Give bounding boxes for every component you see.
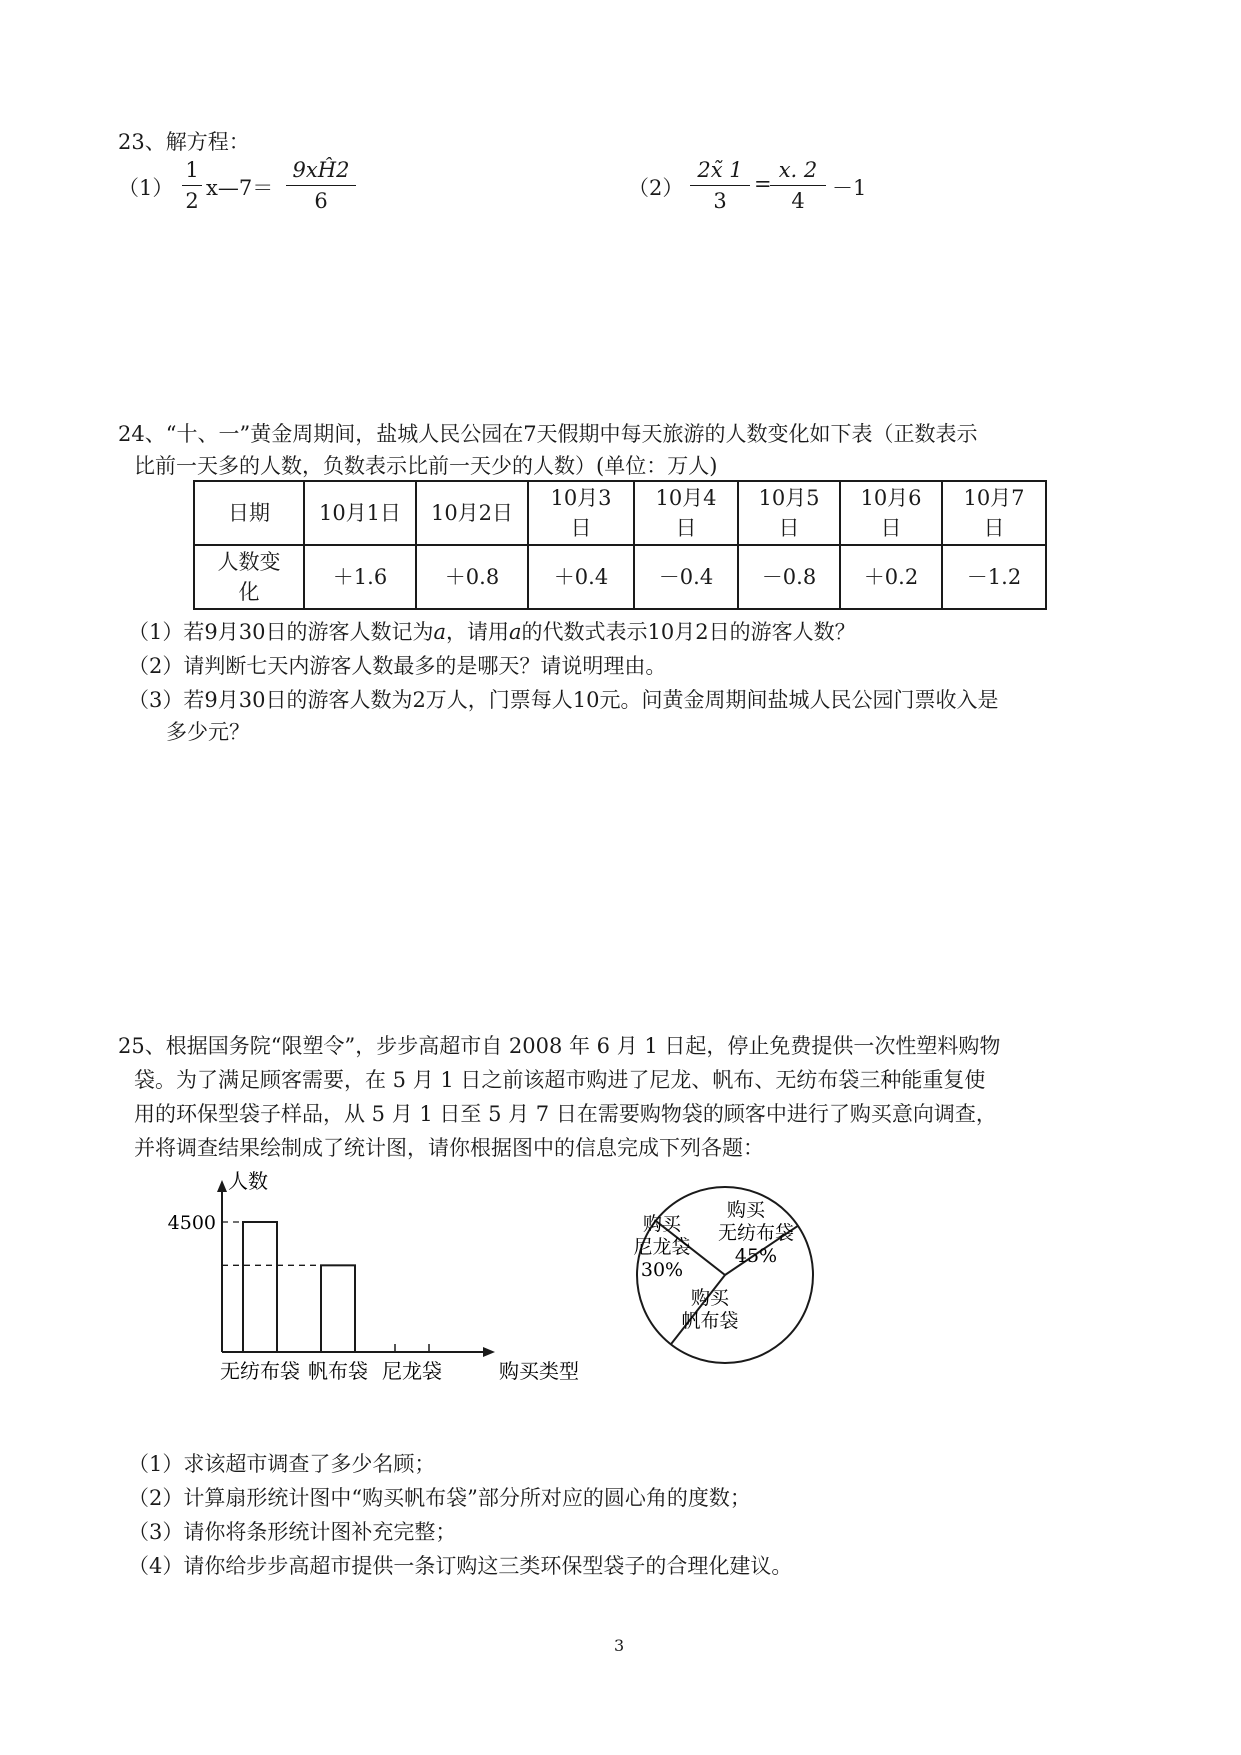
fraction-bar <box>182 185 202 186</box>
q24-intro-line1: 24、“十、一”黄金周期间，盐城人民公园在7天假期中每天旅游的人数变化如下表（正数表示 <box>118 422 978 446</box>
q25-line2: 袋。为了满足顾客需要，在 5 月 1 日之前该超市购进了尼龙、帆布、无纺布袋三种能重复使 <box>134 1068 986 1092</box>
table-cell <box>194 481 304 545</box>
bar <box>243 1222 277 1352</box>
pie-chart <box>630 1180 820 1370</box>
fraction-numerator: x. 2 <box>778 158 818 182</box>
variable-a: a <box>433 620 446 644</box>
q23-part2-tail: －1 <box>832 176 867 200</box>
q24-sub3-line1: （3）若9月30日的游客人数为2万人，门票每人10元。问黄金周期间盐城人民公园门票收入是 <box>128 688 999 712</box>
pie-slice-percent: 30% <box>640 1259 684 1281</box>
x-tick-label: 尼龙袋 <box>382 1359 442 1383</box>
cell-text: 人数变 化 <box>217 550 281 604</box>
table-cell <box>840 481 942 545</box>
q23-part2-label: （2） <box>628 176 684 200</box>
table-cell <box>634 545 738 609</box>
q25-sub3: （3）请你将条形统计图补充完整； <box>128 1520 457 1544</box>
pie-slice-label: 购买 <box>642 1213 682 1235</box>
q24-sub2: （2）请判断七天内游客人数最多的是哪天？请说明理由。 <box>128 654 667 678</box>
q23-part1-lhs-fraction <box>182 158 202 213</box>
q24-sub1-part-c: 的代数式表示10月2日的游客人数？ <box>521 620 856 644</box>
cell-text: －1.2 <box>966 565 1022 589</box>
q25-sub2: （2）计算扇形统计图中“购买帆布袋”部分所对应的圆心角的度数； <box>128 1486 751 1510</box>
cell-text: ＋0.8 <box>444 565 500 589</box>
table-cell <box>304 545 416 609</box>
fraction-numerator: 1 <box>185 158 199 182</box>
x-tick-label: 帆布袋 <box>308 1359 368 1383</box>
table-cell <box>942 481 1046 545</box>
table-cell <box>528 545 634 609</box>
q23-part1-label: （1） <box>118 176 174 200</box>
bar-chart <box>160 1160 620 1400</box>
x-tick-label: 无纺布袋 <box>220 1359 300 1383</box>
fraction-numerator: 2x̃ 1 <box>697 158 743 182</box>
pie-slice-label: 帆布袋 <box>681 1310 739 1332</box>
pie-slice-label: 购买 <box>690 1287 730 1309</box>
pie-slice-label: 购买 <box>726 1199 766 1221</box>
q25-line3: 用的环保型袋子样品，从 5 月 1 日至 5 月 7 日在需要购物袋的顾客中进行了购买意向调查， <box>134 1102 997 1126</box>
cell-text: 日期 <box>228 501 270 525</box>
table-cell <box>738 481 840 545</box>
cell-text: ＋0.2 <box>863 565 919 589</box>
cell-text: 10月2日 <box>430 501 514 525</box>
cell-text: ＋1.6 <box>332 565 388 589</box>
cell-text: 10月1日 <box>318 501 402 525</box>
cell-text: 10月5 日 <box>758 486 820 540</box>
fraction-denominator: 3 <box>713 189 727 213</box>
pie-slice-label: 尼龙袋 <box>633 1236 691 1258</box>
table-cell <box>304 481 416 545</box>
table-row <box>194 545 1046 609</box>
q25-sub1: （1）求该超市调查了多少名顾； <box>128 1452 436 1476</box>
y-axis-label: 人数 <box>228 1169 268 1193</box>
x-axis-label: 购买类型 <box>499 1359 579 1383</box>
x-axis-arrow-icon <box>483 1347 495 1357</box>
pie-slice-label: 无纺布袋 <box>717 1222 795 1244</box>
table-cell <box>416 545 528 609</box>
q23-part2-equals: = <box>754 172 772 196</box>
bar <box>321 1265 355 1352</box>
q23-part1-rhs-fraction <box>286 158 356 213</box>
q24-sub1 <box>128 616 856 646</box>
fraction-bar <box>770 185 826 186</box>
q24-intro-line2: 比前一天多的人数，负数表示比前一天少的人数）(单位：万人) <box>134 454 718 478</box>
q25-sub4: （4）请你给步步高超市提供一条订购这三类环保型袋子的合理化建议。 <box>128 1554 793 1578</box>
cell-text: 10月6 日 <box>860 486 922 540</box>
variable-a: a <box>508 620 522 644</box>
table-cell <box>634 481 738 545</box>
fraction-numerator: 9xĤ2 <box>292 158 350 182</box>
y-tick-label: 4500 <box>167 1212 216 1234</box>
table-cell <box>416 481 528 545</box>
cell-text: 10月7 日 <box>963 486 1025 540</box>
q25-line1: 25、根据国务院“限塑令”，步步高超市自 2008 年 6 月 1 日起，停止免费提供一次性塑料购物 <box>118 1034 1001 1058</box>
cell-text: －0.8 <box>761 565 817 589</box>
page-number: 3 <box>614 1636 625 1655</box>
table-cell <box>942 545 1046 609</box>
cell-text: 10月3 日 <box>550 486 612 540</box>
q25-line4: 并将调查结果绘制成了统计图，请你根据图中的信息完成下列各题： <box>134 1136 764 1160</box>
table-cell <box>840 545 942 609</box>
fraction-denominator: 4 <box>791 189 805 213</box>
y-axis-arrow-icon <box>217 1180 227 1192</box>
table-cell <box>528 481 634 545</box>
q23-title: 23、解方程： <box>118 130 250 154</box>
table-cell <box>738 545 840 609</box>
fraction-bar <box>690 185 750 186</box>
cell-text: ＋0.4 <box>553 565 609 589</box>
q24-sub3-line2: 多少元？ <box>166 720 250 744</box>
fraction-denominator: 6 <box>314 189 328 213</box>
q24-sub1-part-a: （1）若9月30日的游客人数记为 <box>128 620 434 644</box>
q23-part1-middle: x—7＝ <box>206 176 274 200</box>
fraction-bar <box>286 185 356 186</box>
table-row <box>194 481 1046 545</box>
cell-text: 10月4 日 <box>655 486 717 540</box>
q24-table <box>193 480 1047 610</box>
cell-text: －0.4 <box>658 565 714 589</box>
fraction-denominator: 2 <box>185 189 199 213</box>
q23-part2-lhs-fraction <box>690 158 750 213</box>
q24-sub1-part-b: ，请用 <box>445 620 509 644</box>
q23-part2-rhs-fraction <box>770 158 826 213</box>
table-cell <box>194 545 304 609</box>
pie-slice-percent: 45% <box>734 1245 778 1267</box>
